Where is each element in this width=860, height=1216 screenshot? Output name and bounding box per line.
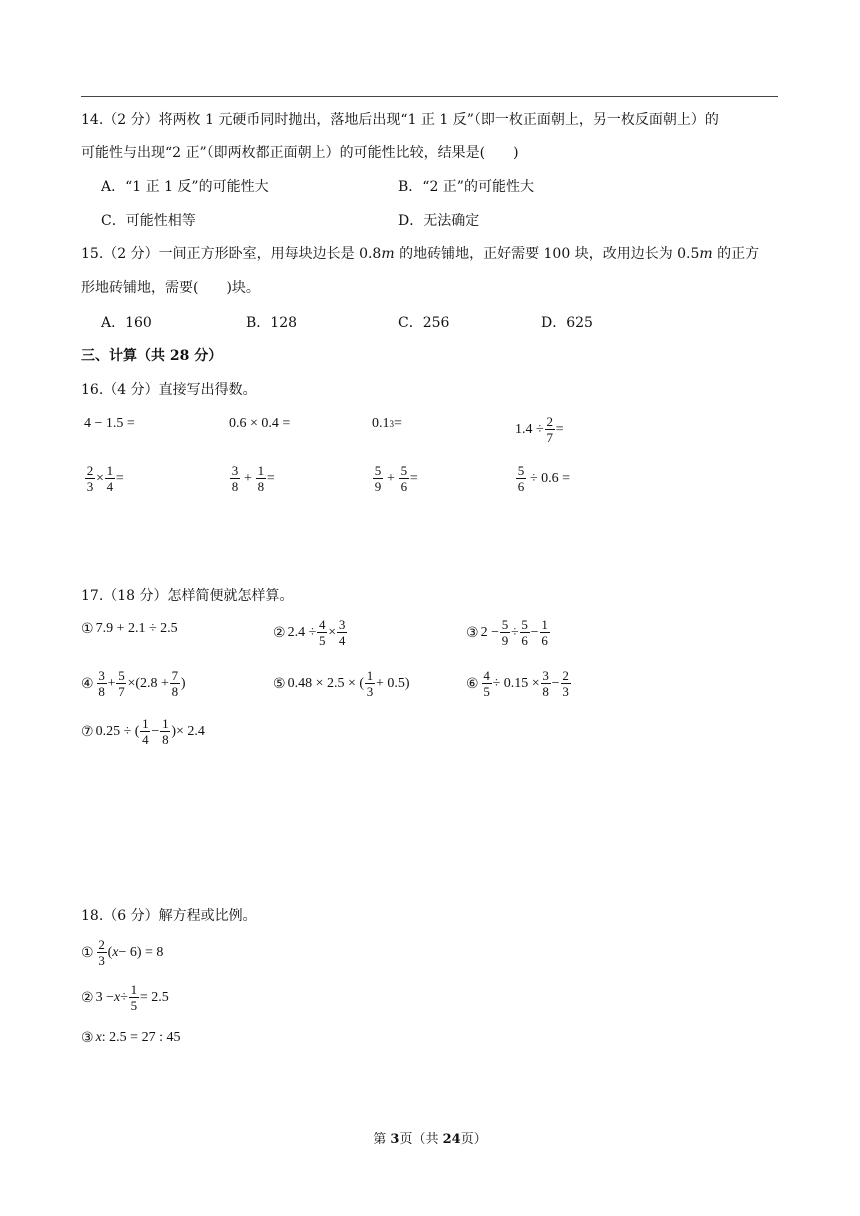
q18-e2-frac [129,982,139,1013]
q18-e3-var: x [95,1030,102,1045]
frac-den: 6 [521,633,528,648]
q16-expr-8 [515,463,573,494]
q17-p7-op: − [151,723,160,739]
q15-option-b[interactable]: B．128 [246,315,298,331]
frac-den: 5 [319,633,326,648]
q16-expr-7 [372,463,418,494]
q17-p2-a: 2.4 ÷ [287,624,317,640]
q16-e4-a: 1.4 ÷ [515,421,544,437]
frac-num: 5 [501,617,509,632]
frac-den: 5 [130,998,138,1013]
q18-equation-3 [81,1030,180,1046]
q18-e2-c: = 2.5 [139,989,169,1005]
q16-e5-frac1 [85,463,95,494]
q16-expr-2: 0.6 × 0.4 = [229,416,291,431]
q14-option-c[interactable]: C．可能性相等 [101,213,196,229]
q17-p6-frac1 [482,668,492,699]
footer-page-number: 3 [390,1132,400,1147]
frac-den: 6 [400,479,408,494]
q17-p7-a: 0.25 ÷ ( [95,723,140,739]
circled-1: ① [81,944,94,961]
q17-p4-mid: ×(2.8 + [127,675,169,691]
q14-option-b[interactable]: B．“2 正”的可能性大 [398,179,534,195]
frac-num: 2 [546,414,553,429]
frac-den: 4 [106,479,114,494]
q17-p4-frac2 [116,668,126,699]
frac-den: 8 [98,684,105,699]
frac-num: 3 [231,463,239,478]
q18-equation-1 [81,937,163,968]
frac-num: 2 [86,463,94,478]
q18-e2-a: 3 − [95,989,114,1005]
frac-num: 1 [162,716,169,731]
frac-den: 3 [366,684,374,699]
q15-stem-line2: 形地砖铺地，需要( )块。 [81,280,260,296]
q17-p6-frac2 [541,668,551,699]
q15-option-c[interactable]: C．256 [398,315,450,331]
frac-num: 4 [319,617,326,632]
frac-den: 7 [546,430,553,445]
frac-den: 8 [162,732,169,747]
q16-e7-op: + [387,470,395,486]
frac-den: 4 [142,732,149,747]
q17-p2-frac1 [317,617,327,648]
q18-e2-var: x [113,989,121,1005]
frac-num: 1 [257,463,265,478]
q16-e5-eq: = [115,470,124,486]
header-rule [81,96,778,97]
q17-p4-frac3 [170,668,180,699]
q15-option-a[interactable]: A．160 [101,315,152,331]
frac-den: 7 [118,684,125,699]
frac-den: 4 [338,633,346,648]
q16-expr-5 [84,463,124,494]
frac-num: 1 [366,668,374,683]
frac-den: 9 [374,479,382,494]
q17-p1: 7.9 + 2.1 ÷ 2.5 [95,621,178,636]
q17-p6-op: − [551,675,560,691]
frac-den: 6 [541,633,548,648]
frac-num: 5 [118,668,125,683]
q17-p3-frac2 [520,617,530,648]
circled-2: ② [273,624,286,641]
q17-p7-b: )× 2.4 [171,723,205,739]
frac-num: 5 [374,463,382,478]
q16-e4-eq: = [555,421,564,437]
q16-e6-frac1 [230,463,240,494]
circled-1: ① [81,621,94,637]
q17-problem-2 [273,617,348,648]
q15-text-b: 的地砖铺地，正好需要 100 块，改用边长为 0.5 [394,246,700,262]
q17-p5-a: 0.48 × 2.5 × ( [287,675,365,691]
q14-stem-line2: 可能性与出现“2 正”（即两枚都正面朝上）的可能性比较，结果是( ) [81,145,519,161]
q16-title: 16.（4 分）直接写出得数。 [81,382,257,398]
q17-p5-frac [365,668,375,699]
q18-e2-b: ÷ [120,989,128,1005]
page-footer [0,1128,860,1147]
q17-problem-3 [466,617,551,648]
q15-text-c: 的正方 [712,246,760,262]
q17-p3-op2: − [530,624,539,640]
q18-title: 18.（6 分）解方程或比例。 [81,908,257,924]
q17-p3-frac1 [500,617,510,648]
q16-e4-frac [545,414,555,445]
q17-problem-6 [466,668,572,699]
q15-unit-2: m [699,246,713,262]
frac-num: 1 [142,716,149,731]
frac-num: 1 [541,617,548,632]
q17-p5-b: + 0.5) [376,675,410,691]
q16-e3-tail: = [394,416,402,431]
q17-p7-frac1 [140,716,150,747]
q16-e3-exp: 3 [389,419,394,429]
frac-num: 2 [562,668,569,683]
circled-3: ③ [466,624,479,641]
q17-problem-4 [81,668,186,699]
q17-p7-frac2 [160,716,170,747]
q17-problem-5 [273,668,410,699]
frac-den: 6 [517,479,525,494]
frac-den: 3 [98,953,105,968]
circled-4: ④ [81,675,94,692]
q14-option-d[interactable]: D．无法确定 [398,213,480,229]
frac-den: 8 [542,684,549,699]
q17-p3-a: 2 − [480,624,499,640]
q18-e1-var: x [112,944,119,960]
footer-prefix: 第 [373,1132,391,1147]
q17-p6-frac3 [561,668,571,699]
q16-e6-frac2 [256,463,266,494]
q17-p2-op: × [328,624,337,640]
footer-total-pages: 24 [442,1132,461,1147]
circled-2: ② [81,989,94,1006]
footer-mid: 页（共 [399,1132,443,1147]
footer-suffix: 页） [460,1132,487,1147]
q16-expr-4 [515,414,564,445]
circled-6: ⑥ [466,675,479,692]
q16-expr-3 [372,416,402,432]
q17-p6-a: ÷ 0.15 × [492,675,540,691]
frac-den: 8 [257,479,265,494]
q16-expr-1: 4 − 1.5 = [84,416,135,431]
q16-e6-eq: = [266,470,275,486]
frac-num: 2 [98,937,105,952]
circled-3: ③ [81,1030,94,1046]
q16-e7-frac1 [373,463,383,494]
frac-num: 7 [171,668,179,683]
q17-title: 17.（18 分）怎样简便就怎样算。 [81,588,294,604]
frac-num: 3 [338,617,346,632]
frac-den: 8 [171,684,179,699]
q16-e8-frac [516,463,526,494]
q18-equation-2 [81,982,169,1013]
q14-option-a[interactable]: A．“1 正 1 反”的可能性大 [101,179,269,195]
q15-text-a: 15.（2 分）一间正方形卧室，用每块边长是 0.8 [81,246,382,262]
q16-e8-tail: ÷ 0.6 = [530,470,571,486]
q17-p4-frac1 [97,668,107,699]
circled-7: ⑦ [81,723,94,740]
q18-e3-b: : 2.5 = 27 : 45 [101,1030,181,1045]
q17-p2-frac2 [337,617,347,648]
q15-option-d[interactable]: D．625 [541,315,593,331]
q18-e1-b: − 6) = 8 [118,944,164,960]
q16-e5-op: × [96,470,104,486]
q17-p3-frac3 [540,617,550,648]
q14-stem-line1: 14.（2 分）将两枚 1 元硬币同时抛出，落地后出现“1 正 1 反”（即一枚正面朝上，另一枚反面朝上）的 [81,112,719,128]
frac-den: 9 [501,633,509,648]
frac-num: 3 [98,668,105,683]
q16-e5-frac2 [105,463,115,494]
frac-num: 1 [130,982,138,997]
circled-5: ⑤ [273,675,286,692]
frac-num: 5 [400,463,408,478]
frac-den: 3 [86,479,94,494]
section-3-heading: 三、计算（共 28 分） [81,348,223,364]
q16-expr-6 [229,463,275,494]
q18-e1-a: ( [107,944,113,960]
frac-num: 1 [106,463,114,478]
q16-e7-eq: = [409,470,418,486]
q17-problem-1 [81,621,178,637]
q16-e7-frac2 [399,463,409,494]
q16-e3-base: 0.1 [372,416,390,431]
q17-p4-op1: + [107,675,116,691]
frac-num: 4 [483,668,490,683]
frac-num: 5 [521,617,528,632]
frac-num: 3 [542,668,549,683]
q17-p3-op1: ÷ [510,624,519,640]
frac-den: 3 [562,684,569,699]
q17-p4-end: ) [180,675,186,691]
frac-den: 8 [231,479,239,494]
frac-num: 5 [517,463,525,478]
q16-e6-op: + [244,470,252,486]
q15-stem-line1 [81,244,759,264]
q17-problem-7 [81,716,205,747]
frac-den: 5 [483,684,490,699]
q18-e1-frac [97,937,107,968]
q15-unit: m [381,246,395,262]
